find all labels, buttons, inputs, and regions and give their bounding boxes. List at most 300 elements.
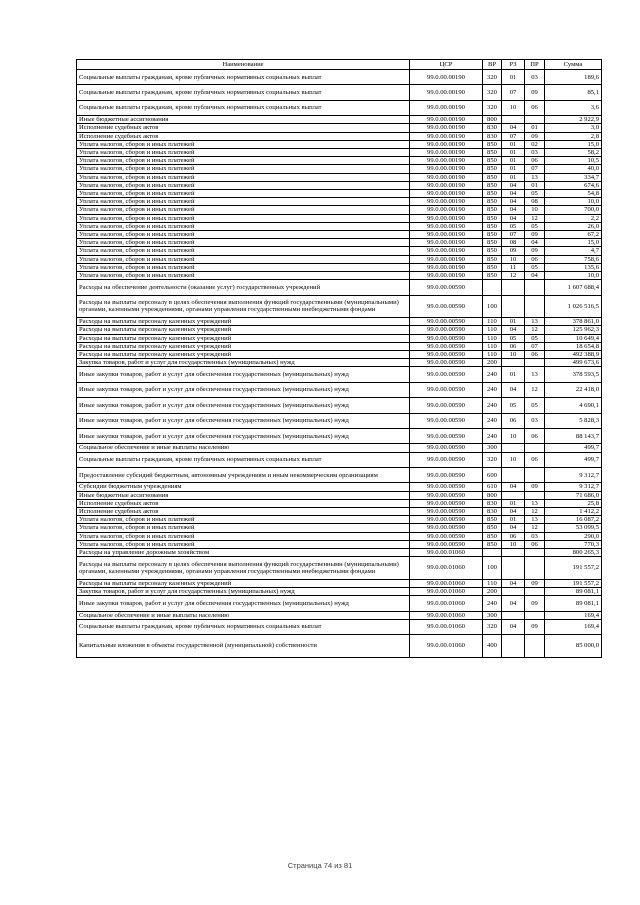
cell-sum: 3,0 (545, 124, 602, 132)
cell-name: Уплата налогов, сборов и иных платежей (77, 540, 410, 548)
cell-name: Уплата налогов, сборов и иных платежей (77, 247, 410, 255)
cell-vr: 400 (483, 635, 502, 658)
cell-pr: 13 (525, 173, 545, 181)
cell-csr: 99.0.00.00190 (410, 100, 483, 115)
cell-name: Уплата налогов, сборов и иных платежей (77, 198, 410, 206)
table-row (77, 280, 602, 295)
cell-name: Иные бюджетные ассигнования (77, 491, 410, 499)
cell-csr: 99.0.00.00590 (410, 318, 483, 326)
table-row (77, 124, 602, 132)
cell-csr: 99.0.00.00190 (410, 206, 483, 214)
cell-name: Уплата налогов, сборов и иных платежей (77, 157, 410, 165)
cell-pr: 03 (525, 148, 545, 156)
cell-csr: 99.0.00.00190 (410, 272, 483, 280)
cell-vr: 850 (483, 181, 502, 189)
cell-sum: 10,0 (545, 198, 602, 206)
cell-vr: 850 (483, 190, 502, 198)
cell-rz: 04 (502, 124, 525, 132)
cell-pr (525, 359, 545, 367)
cell-rz (502, 557, 525, 580)
table-row (77, 367, 602, 382)
cell-rz: 01 (502, 499, 525, 507)
cell-vr: 800 (483, 116, 502, 124)
table-row (77, 540, 602, 548)
cell-csr: 99.0.00.00590 (410, 516, 483, 524)
cell-rz: 07 (502, 132, 525, 140)
cell-rz: 01 (502, 148, 525, 156)
table-row (77, 549, 602, 557)
table-row (77, 619, 602, 634)
cell-rz: 04 (502, 619, 525, 634)
cell-csr: 99.0.00.00190 (410, 165, 483, 173)
table-row (77, 165, 602, 173)
table-row (77, 272, 602, 280)
cell-name: Расходы на выплаты персоналу казенных учреждений (77, 579, 410, 587)
cell-sum: 22 418,0 (545, 382, 602, 397)
table-row (77, 413, 602, 428)
cell-pr (525, 444, 545, 452)
cell-sum: 169,4 (545, 611, 602, 619)
cell-csr: 99.0.00.00190 (410, 157, 483, 165)
cell-rz: 04 (502, 596, 525, 611)
cell-pr: 12 (525, 507, 545, 515)
cell-pr: 13 (525, 318, 545, 326)
cell-csr: 99.0.00.00190 (410, 124, 483, 132)
cell-csr: 99.0.00.01060 (410, 549, 483, 557)
cell-pr: 06 (525, 100, 545, 115)
cell-vr: 320 (483, 100, 502, 115)
cell-vr: 830 (483, 124, 502, 132)
cell-pr: 09 (525, 596, 545, 611)
cell-csr: 99.0.00.01060 (410, 635, 483, 658)
cell-rz (502, 549, 525, 557)
table-row (77, 467, 602, 482)
cell-vr: 240 (483, 398, 502, 413)
cell-pr: 01 (525, 124, 545, 132)
cell-csr: 99.0.00.00190 (410, 173, 483, 181)
cell-pr: 05 (525, 190, 545, 198)
cell-csr: 99.0.00.00190 (410, 85, 483, 100)
cell-sum: 67,2 (545, 231, 602, 239)
cell-pr (525, 491, 545, 499)
cell-rz: 07 (502, 231, 525, 239)
cell-name: Исполнение судебных актов (77, 507, 410, 515)
cell-csr: 99.0.00.00190 (410, 222, 483, 230)
cell-csr: 99.0.00.01060 (410, 557, 483, 580)
cell-sum: 2,2 (545, 214, 602, 222)
cell-csr: 99.0.00.00190 (410, 132, 483, 140)
cell-name: Социальные выплаты гражданам, кроме публичных нормативных социальных выплат (77, 85, 410, 100)
cell-name: Уплата налогов, сборов и иных платежей (77, 222, 410, 230)
cell-csr: 99.0.00.00190 (410, 140, 483, 148)
cell-pr: 12 (525, 214, 545, 222)
cell-vr: 850 (483, 516, 502, 524)
cell-pr: 12 (525, 524, 545, 532)
cell-vr: 240 (483, 429, 502, 444)
cell-sum: 25,8 (545, 499, 602, 507)
table-row (77, 140, 602, 148)
cell-pr: 06 (525, 351, 545, 359)
cell-vr: 850 (483, 222, 502, 230)
cell-pr: 01 (525, 181, 545, 189)
cell-csr: 99.0.00.00190 (410, 255, 483, 263)
cell-sum: 18 654,8 (545, 342, 602, 350)
cell-rz: 06 (502, 532, 525, 540)
cell-vr: 850 (483, 524, 502, 532)
cell-csr: 99.0.00.00590 (410, 351, 483, 359)
page-number: Страница 74 из 81 (287, 861, 353, 870)
cell-csr: 99.0.00.01060 (410, 619, 483, 634)
table-row (77, 157, 602, 165)
cell-csr: 99.0.00.00590 (410, 507, 483, 515)
cell-name: Расходы на выплаты персоналу казенных учреждений (77, 342, 410, 350)
cell-sum: 16 087,2 (545, 516, 602, 524)
cell-sum: 378 861,0 (545, 318, 602, 326)
cell-pr (525, 635, 545, 658)
cell-vr: 830 (483, 499, 502, 507)
cell-rz: 10 (502, 351, 525, 359)
cell-rz (502, 491, 525, 499)
cell-vr: 850 (483, 198, 502, 206)
cell-pr (525, 280, 545, 295)
cell-rz (502, 588, 525, 596)
cell-name: Уплата налогов, сборов и иных платежей (77, 532, 410, 540)
cell-sum: 800 265,3 (545, 549, 602, 557)
cell-vr: 850 (483, 532, 502, 540)
cell-name: Расходы на выплаты персоналу казенных учреждений (77, 351, 410, 359)
cell-csr: 99.0.00.00590 (410, 452, 483, 467)
cell-sum: 499,7 (545, 452, 602, 467)
cell-csr: 99.0.00.00190 (410, 214, 483, 222)
table-row (77, 334, 602, 342)
cell-rz: 09 (502, 247, 525, 255)
cell-pr: 13 (525, 516, 545, 524)
cell-vr: 320 (483, 452, 502, 467)
cell-vr: 850 (483, 272, 502, 280)
cell-csr: 99.0.00.01060 (410, 579, 483, 587)
cell-sum: 5 828,3 (545, 413, 602, 428)
cell-csr: 99.0.00.00590 (410, 444, 483, 452)
cell-name: Уплата налогов, сборов и иных платежей (77, 140, 410, 148)
table-row (77, 116, 602, 124)
table-row (77, 351, 602, 359)
cell-vr: 850 (483, 247, 502, 255)
cell-csr: 99.0.00.00590 (410, 532, 483, 540)
table-body (77, 70, 602, 658)
table-row (77, 507, 602, 515)
cell-sum: 58,2 (545, 148, 602, 156)
cell-csr: 99.0.00.00590 (410, 491, 483, 499)
cell-vr: 240 (483, 413, 502, 428)
cell-vr: 610 (483, 483, 502, 491)
cell-csr: 99.0.00.00190 (410, 231, 483, 239)
cell-pr: 09 (525, 619, 545, 634)
table-row (77, 295, 602, 318)
cell-name: Уплата налогов, сборов и иных платежей (77, 231, 410, 239)
cell-rz: 01 (502, 367, 525, 382)
cell-sum: 40,0 (545, 165, 602, 173)
cell-rz (502, 359, 525, 367)
cell-csr: 99.0.00.01060 (410, 588, 483, 596)
cell-sum: 85 000,0 (545, 635, 602, 658)
cell-sum: 4,7 (545, 247, 602, 255)
cell-csr: 99.0.00.01060 (410, 611, 483, 619)
cell-vr: 110 (483, 318, 502, 326)
cell-rz: 11 (502, 263, 525, 271)
cell-csr: 99.0.00.00590 (410, 540, 483, 548)
cell-rz: 10 (502, 429, 525, 444)
cell-pr: 03 (525, 532, 545, 540)
cell-rz: 04 (502, 198, 525, 206)
cell-name: Расходы на выплаты персоналу в целях обеспечения выполнения функций государственными (муниципальными) органами, казенными учреждениями, органами управления государственными внебюджетными фондами (77, 295, 410, 318)
cell-sum: 191 557,2 (545, 557, 602, 580)
cell-name: Субсидии бюджетным учреждениям (77, 483, 410, 491)
cell-name: Расходы на выплаты персоналу казенных учреждений (77, 334, 410, 342)
cell-pr: 06 (525, 452, 545, 467)
cell-csr: 99.0.00.00590 (410, 483, 483, 491)
cell-name: Уплата налогов, сборов и иных платежей (77, 239, 410, 247)
cell-sum: 10,0 (545, 272, 602, 280)
cell-pr (525, 588, 545, 596)
cell-csr: 99.0.00.00190 (410, 198, 483, 206)
cell-csr: 99.0.00.00590 (410, 334, 483, 342)
table-row (77, 532, 602, 540)
table-header-row (77, 60, 602, 70)
cell-sum: 1 026 516,5 (545, 295, 602, 318)
table-row (77, 214, 602, 222)
cell-csr: 99.0.00.00190 (410, 116, 483, 124)
table-row (77, 444, 602, 452)
cell-rz: 01 (502, 165, 525, 173)
cell-rz: 01 (502, 173, 525, 181)
header-pr: ПР (525, 60, 545, 70)
cell-name: Уплата налогов, сборов и иных платежей (77, 214, 410, 222)
cell-sum: 15,0 (545, 140, 602, 148)
cell-sum: 290,0 (545, 532, 602, 540)
cell-pr: 09 (525, 483, 545, 491)
table-row (77, 222, 602, 230)
cell-pr: 04 (525, 239, 545, 247)
cell-csr: 99.0.00.00190 (410, 70, 483, 85)
cell-rz: 12 (502, 272, 525, 280)
cell-rz: 05 (502, 222, 525, 230)
cell-pr: 04 (525, 272, 545, 280)
table-row (77, 579, 602, 587)
cell-rz: 10 (502, 100, 525, 115)
cell-pr: 02 (525, 140, 545, 148)
cell-name: Расходы на выплаты персоналу казенных учреждений (77, 318, 410, 326)
cell-sum: 2,8 (545, 132, 602, 140)
cell-sum: 10,5 (545, 157, 602, 165)
cell-pr (525, 116, 545, 124)
cell-rz: 04 (502, 483, 525, 491)
cell-vr: 110 (483, 342, 502, 350)
table-row (77, 263, 602, 271)
cell-csr: 99.0.00.00190 (410, 247, 483, 255)
cell-csr: 99.0.00.00590 (410, 342, 483, 350)
cell-rz: 04 (502, 524, 525, 532)
cell-pr: 09 (525, 132, 545, 140)
cell-vr: 110 (483, 579, 502, 587)
cell-name: Закупка товаров, работ и услуг для государственных (муниципальных) нужд (77, 588, 410, 596)
cell-pr: 06 (525, 540, 545, 548)
cell-pr: 13 (525, 499, 545, 507)
table-row (77, 173, 602, 181)
cell-vr: 110 (483, 351, 502, 359)
table-row (77, 247, 602, 255)
cell-name: Предоставление субсидий бюджетным, автономным учреждениям и иным некоммерческим организациям (77, 467, 410, 482)
cell-pr: 13 (525, 367, 545, 382)
table-row (77, 231, 602, 239)
cell-vr: 110 (483, 326, 502, 334)
header-csr: ЦСР (410, 60, 483, 70)
cell-sum: 3,6 (545, 100, 602, 115)
cell-name: Уплата налогов, сборов и иных платежей (77, 263, 410, 271)
cell-name: Иные закупки товаров, работ и услуг для обеспечения государственных (муниципальных) нужд (77, 382, 410, 397)
cell-rz: 10 (502, 452, 525, 467)
cell-rz: 06 (502, 413, 525, 428)
cell-vr: 850 (483, 263, 502, 271)
cell-csr: 99.0.00.00590 (410, 326, 483, 334)
table-row (77, 524, 602, 532)
cell-name: Иные закупки товаров, работ и услуг для обеспечения государственных (муниципальных) нужд (77, 398, 410, 413)
cell-pr (525, 611, 545, 619)
cell-sum: 191 557,2 (545, 579, 602, 587)
table-row (77, 342, 602, 350)
cell-rz: 04 (502, 507, 525, 515)
cell-name: Расходы на обеспечение деятельности (оказание услуг) государственных учреждений (77, 280, 410, 295)
cell-sum: 88 143,7 (545, 429, 602, 444)
cell-sum: 499,7 (545, 444, 602, 452)
cell-name: Уплата налогов, сборов и иных платежей (77, 516, 410, 524)
cell-rz: 04 (502, 181, 525, 189)
cell-vr: 850 (483, 157, 502, 165)
table-row (77, 516, 602, 524)
cell-csr: 99.0.00.00190 (410, 181, 483, 189)
cell-vr: 110 (483, 334, 502, 342)
cell-vr (483, 280, 502, 295)
cell-pr: 09 (525, 231, 545, 239)
cell-vr: 850 (483, 148, 502, 156)
cell-vr: 830 (483, 507, 502, 515)
cell-rz (502, 467, 525, 482)
table-row (77, 206, 602, 214)
table-row (77, 382, 602, 397)
cell-sum: 1 412,2 (545, 507, 602, 515)
cell-csr: 99.0.00.00590 (410, 382, 483, 397)
cell-csr: 99.0.00.00590 (410, 413, 483, 428)
cell-vr: 200 (483, 359, 502, 367)
cell-rz: 04 (502, 326, 525, 334)
cell-sum: 9 312,7 (545, 467, 602, 482)
table-row (77, 359, 602, 367)
table-row (77, 429, 602, 444)
cell-vr: 320 (483, 70, 502, 85)
cell-vr: 100 (483, 295, 502, 318)
cell-sum: 89 081,1 (545, 596, 602, 611)
cell-csr: 99.0.00.00590 (410, 499, 483, 507)
table-row (77, 491, 602, 499)
cell-rz: 04 (502, 206, 525, 214)
cell-csr: 99.0.00.00590 (410, 295, 483, 318)
cell-vr: 850 (483, 540, 502, 548)
cell-sum: 85,1 (545, 85, 602, 100)
cell-name: Исполнение судебных актов (77, 124, 410, 132)
cell-name: Исполнение судебных актов (77, 132, 410, 140)
cell-csr: 99.0.00.00590 (410, 359, 483, 367)
cell-name: Иные закупки товаров, работ и услуг для обеспечения государственных (муниципальных) нужд (77, 367, 410, 382)
table-row (77, 100, 602, 115)
cell-rz: 01 (502, 318, 525, 326)
cell-vr: 320 (483, 85, 502, 100)
cell-pr: 07 (525, 342, 545, 350)
cell-pr: 09 (525, 247, 545, 255)
cell-vr: 800 (483, 491, 502, 499)
cell-pr: 03 (525, 70, 545, 85)
cell-vr: 300 (483, 611, 502, 619)
table-row (77, 596, 602, 611)
table-row (77, 557, 602, 580)
cell-csr: 99.0.00.00590 (410, 367, 483, 382)
cell-vr: 850 (483, 206, 502, 214)
cell-name: Уплата налогов, сборов и иных платежей (77, 190, 410, 198)
cell-vr: 240 (483, 382, 502, 397)
cell-name: Иные бюджетные ассигнования (77, 116, 410, 124)
cell-vr: 240 (483, 596, 502, 611)
cell-csr: 99.0.00.00590 (410, 467, 483, 482)
budget-table (76, 59, 602, 658)
header-name: Наименование (77, 60, 410, 70)
table-row (77, 326, 602, 334)
cell-name: Социальное обеспечение и иные выплаты населению (77, 444, 410, 452)
cell-vr: 240 (483, 367, 502, 382)
cell-name: Уплата налогов, сборов и иных платежей (77, 206, 410, 214)
cell-pr: 12 (525, 326, 545, 334)
cell-rz: 07 (502, 85, 525, 100)
cell-sum: 169,4 (545, 619, 602, 634)
cell-name: Уплата налогов, сборов и иных платежей (77, 181, 410, 189)
cell-pr: 06 (525, 255, 545, 263)
cell-sum: 700,0 (545, 206, 602, 214)
cell-vr: 830 (483, 132, 502, 140)
cell-rz (502, 116, 525, 124)
cell-rz: 01 (502, 140, 525, 148)
cell-rz: 06 (502, 342, 525, 350)
cell-rz: 04 (502, 579, 525, 587)
table-row (77, 239, 602, 247)
cell-vr: 200 (483, 588, 502, 596)
cell-name: Иные закупки товаров, работ и услуг для обеспечения государственных (муниципальных) нужд (77, 413, 410, 428)
table-row (77, 483, 602, 491)
cell-pr (525, 557, 545, 580)
cell-pr (525, 467, 545, 482)
cell-vr: 850 (483, 173, 502, 181)
table-row (77, 132, 602, 140)
cell-pr: 09 (525, 579, 545, 587)
cell-pr: 06 (525, 157, 545, 165)
cell-rz (502, 295, 525, 318)
cell-pr: 07 (525, 165, 545, 173)
table-row (77, 148, 602, 156)
cell-name: Уплата налогов, сборов и иных платежей (77, 255, 410, 263)
cell-sum: 71 686,0 (545, 491, 602, 499)
cell-sum: 492 388,9 (545, 351, 602, 359)
table-row (77, 452, 602, 467)
cell-vr: 850 (483, 165, 502, 173)
cell-rz: 08 (502, 239, 525, 247)
table-row (77, 70, 602, 85)
cell-name: Социальные выплаты гражданам, кроме публичных нормативных социальных выплат (77, 619, 410, 634)
